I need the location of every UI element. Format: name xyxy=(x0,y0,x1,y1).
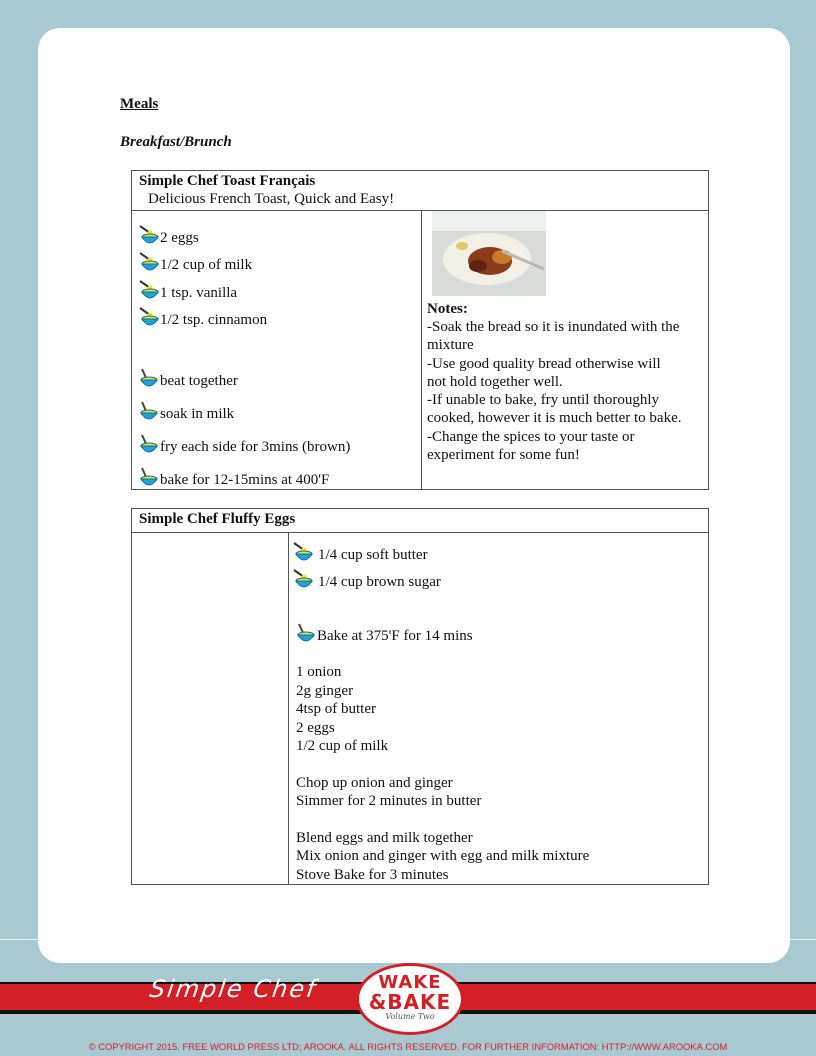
ingredient-text: 1/4 cup brown sugar xyxy=(318,574,441,590)
note-line: -Use good quality bread otherwise will xyxy=(427,355,661,372)
ingredients-cell xyxy=(289,533,709,885)
ingredient-line xyxy=(132,219,421,247)
instruction-line: Blend eggs and milk together xyxy=(296,829,473,846)
step-text: soak in milk xyxy=(160,406,235,422)
right-divider xyxy=(790,939,816,940)
step-line xyxy=(132,423,421,456)
step-line xyxy=(289,615,708,645)
note-line: cooked, however it is much better to bake. xyxy=(427,410,682,427)
bowl-mixing-icon xyxy=(138,467,160,489)
badge-line3: Volume Two xyxy=(385,1012,435,1021)
bowl-mixing-icon xyxy=(138,434,160,456)
step-line xyxy=(132,357,421,390)
brand-logo-text: Simple Chef xyxy=(148,975,319,1003)
ingredient-text: 1 tsp. vanilla xyxy=(160,284,238,301)
step-line xyxy=(132,390,421,423)
recipe-title: Simple Chef Fluffy Eggs xyxy=(139,511,296,527)
ingredient-text: 1/4 cup soft butter xyxy=(318,547,428,563)
ingredients-cell xyxy=(132,211,422,490)
step-text: bake for 12-15mins at 400'F xyxy=(160,472,330,488)
recipe-header-cell xyxy=(132,509,709,533)
recipe-fluffy-eggs-table xyxy=(131,508,709,885)
bowl-spoon-icon xyxy=(138,252,160,274)
notes-cell xyxy=(422,211,709,490)
empty-image-cell xyxy=(132,533,289,885)
notes-title: Notes: xyxy=(427,301,468,317)
bowl-spoon-icon xyxy=(292,569,314,591)
bowl-mixing-icon xyxy=(138,368,160,390)
bowl-spoon-icon xyxy=(138,225,160,247)
ingredient-text: 2 eggs xyxy=(160,229,199,246)
recipe-title: Simple Chef Toast Français xyxy=(139,173,316,189)
ingredient-line xyxy=(289,537,708,564)
note-line: -Change the spices to your taste or xyxy=(427,428,635,445)
note-line: -If unable to bake, fry until thoroughly xyxy=(427,392,660,409)
badge-line2: &BAKE xyxy=(368,990,452,1014)
ingredient-line xyxy=(132,274,421,302)
ingredient-text: 1/2 tsp. cinnamon xyxy=(160,312,268,328)
ingredient-line xyxy=(289,564,708,591)
copyright-notice: © COPYRIGHT 2015. FREE WORLD PRESS LTD; AROOKA. ALL RIGHTS RESERVED. FOR FURTHER INFORMATION: HTTP://WWW.AROOKA.COM xyxy=(88,1041,728,1052)
instruction-line: Stove Bake for 3 minutes xyxy=(296,866,449,883)
bowl-mixing-icon xyxy=(138,401,160,423)
ingredient-line xyxy=(132,247,421,275)
wake-bake-badge xyxy=(356,963,464,1035)
left-divider xyxy=(0,939,38,940)
subsection-title: Breakfast/Brunch xyxy=(120,134,232,150)
note-line: mixture xyxy=(427,337,474,354)
note-line: experiment for some fun! xyxy=(427,447,580,464)
badge-line1: WAKE xyxy=(378,972,442,993)
instruction-line: Chop up onion and ginger xyxy=(296,774,453,791)
bowl-spoon-icon xyxy=(292,542,314,564)
step-text: fry each side for 3mins (brown) xyxy=(160,439,351,455)
ingredient-line xyxy=(132,302,421,330)
section-title: Meals xyxy=(120,96,159,112)
instruction-line: Simmer for 2 minutes in butter xyxy=(296,793,482,809)
bowl-spoon-icon xyxy=(138,307,160,329)
instruction-line: Mix onion and ginger with egg and milk mixture xyxy=(296,848,590,864)
note-line: -Soak the bread so it is inundated with the xyxy=(427,319,680,335)
step-text: Bake at 375'F for 14 mins xyxy=(317,628,473,644)
bowl-spoon-icon xyxy=(138,280,160,302)
ingredient-plain: 2g ginger xyxy=(296,682,354,699)
ingredient-plain: 1/2 cup of milk xyxy=(296,738,389,754)
ingredient-text: 1/2 cup of milk xyxy=(160,257,253,273)
recipe-header-cell xyxy=(132,171,709,211)
ingredient-plain: 2 eggs xyxy=(296,719,335,736)
recipe-french-toast-table xyxy=(131,170,709,490)
recipe-subtitle: Delicious French Toast, Quick and Easy! xyxy=(148,191,395,207)
ingredient-plain: 4tsp of butter xyxy=(296,701,376,717)
step-line xyxy=(132,456,421,489)
french-toast-photo xyxy=(432,211,546,296)
step-text: beat together xyxy=(160,373,238,389)
note-line: not hold together well. xyxy=(427,373,563,390)
bowl-mixing-icon xyxy=(295,623,317,645)
ingredient-plain: 1 onion xyxy=(296,664,342,680)
